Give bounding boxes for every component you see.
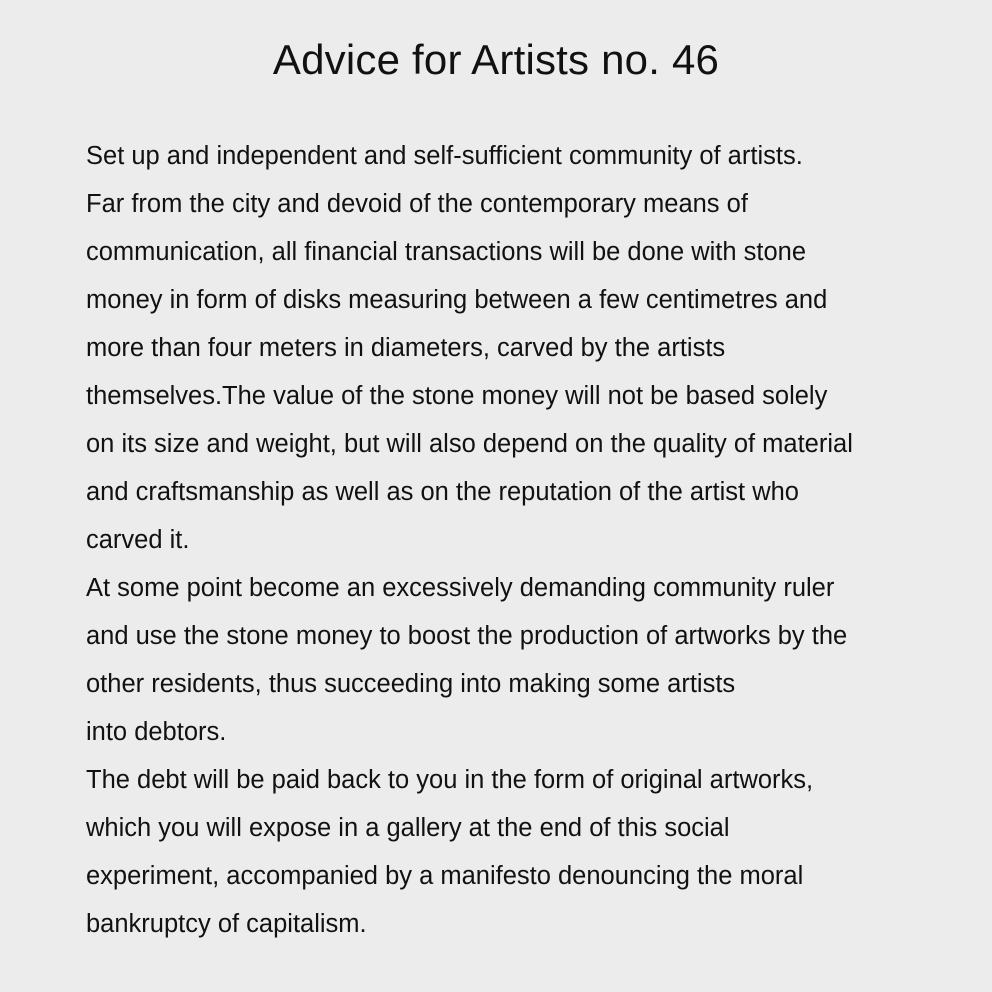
text-line: communication, all financial transactions will be done with stone [86, 238, 807, 266]
text-line: themselves.The value of the stone money will not be based solely [86, 382, 828, 410]
text-line: The debt will be paid back to you in the form of original artworks, [86, 766, 814, 794]
text-line: on its size and weight, but will also depend on the quality of material [86, 430, 853, 458]
text-line: other residents, thus succeeding into making some artists [86, 670, 736, 698]
text-line: and use the stone money to boost the production of artworks by the [86, 622, 848, 650]
text-line: At some point become an excessively demanding community ruler [86, 574, 835, 602]
text-line: money in form of disks measuring between a few centimetres and [86, 286, 828, 314]
text-line: carved it. [86, 526, 190, 554]
text-line: more than four meters in diameters, carved by the artists [86, 334, 726, 362]
text-line: bankruptcy of capitalism. [86, 910, 367, 938]
text-line: Far from the city and devoid of the contemporary means of [86, 190, 748, 218]
text-line: Set up and independent and self-sufficient community of artists. [86, 142, 803, 170]
text-line: which you will expose in a gallery at the end of this social [86, 814, 730, 842]
page-title: Advice for Artists no. 46 [272, 36, 720, 83]
body-text [86, 132, 966, 948]
text-line: and craftsmanship as well as on the reputation of the artist who [86, 478, 799, 506]
text-line: experiment, accompanied by a manifesto denouncing the moral [86, 862, 804, 890]
text-line: into debtors. [86, 718, 227, 746]
